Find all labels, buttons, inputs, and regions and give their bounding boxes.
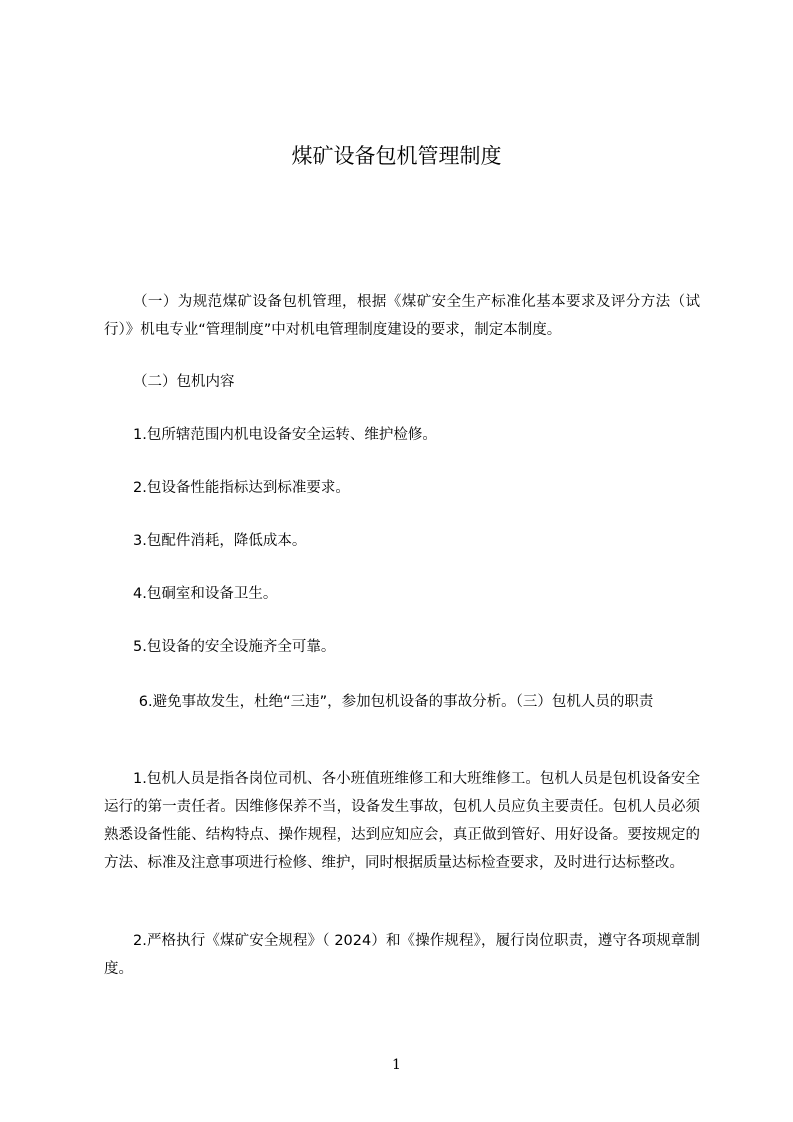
list-item: 4.包硐室和设备卫生。: [133, 586, 278, 602]
list-item: 1.包所辖范围内机电设备安全运转、维护检修。: [133, 427, 437, 443]
paragraph-responsibility-2: 2.严格执行《煤矿安全规程》（ 2024）和《操作规程》，履行岗位职责，遵守各项规章制度。: [104, 933, 700, 977]
page-title: 煤矿设备包机管理制度: [291, 144, 502, 168]
page-number: 1: [392, 1057, 401, 1073]
section-heading-contents: （二）包机内容: [133, 374, 235, 390]
list-item: 6.避免事故发生，杜绝“三违”，参加包机设备的事故分析。（三）包机人员的职责: [138, 694, 654, 710]
list-item: 3.包配件消耗，降低成本。: [133, 533, 307, 549]
paragraph-responsibility-1: 1.包机人员是指各岗位司机、各小班值班维修工和大班维修工。包机人员是包机设备安全运行的第一责任者。因维修保养不当，设备发生事故，包机人员应负主要责任。包机人员必须熟悉设备性能、结构特点、操作规程，达到应知应会，真正做到管好、用好设备。要按规定的方法、标准及注意事项进行检修、维护，同时根据质量达标检查要求，及时进行达标整改。: [104, 771, 700, 871]
list-item: 5.包设备的安全设施齐全可靠。: [133, 639, 336, 655]
list-item: 2.包设备性能指标达到标准要求。: [133, 480, 350, 496]
paragraph-purpose: （一）为规范煤矿设备包机管理，根据《煤矿安全生产标准化基本要求及评分方法（试行）》机电专业“管理制度”中对机电管理制度建设的要求，制定本制度。: [104, 294, 700, 338]
